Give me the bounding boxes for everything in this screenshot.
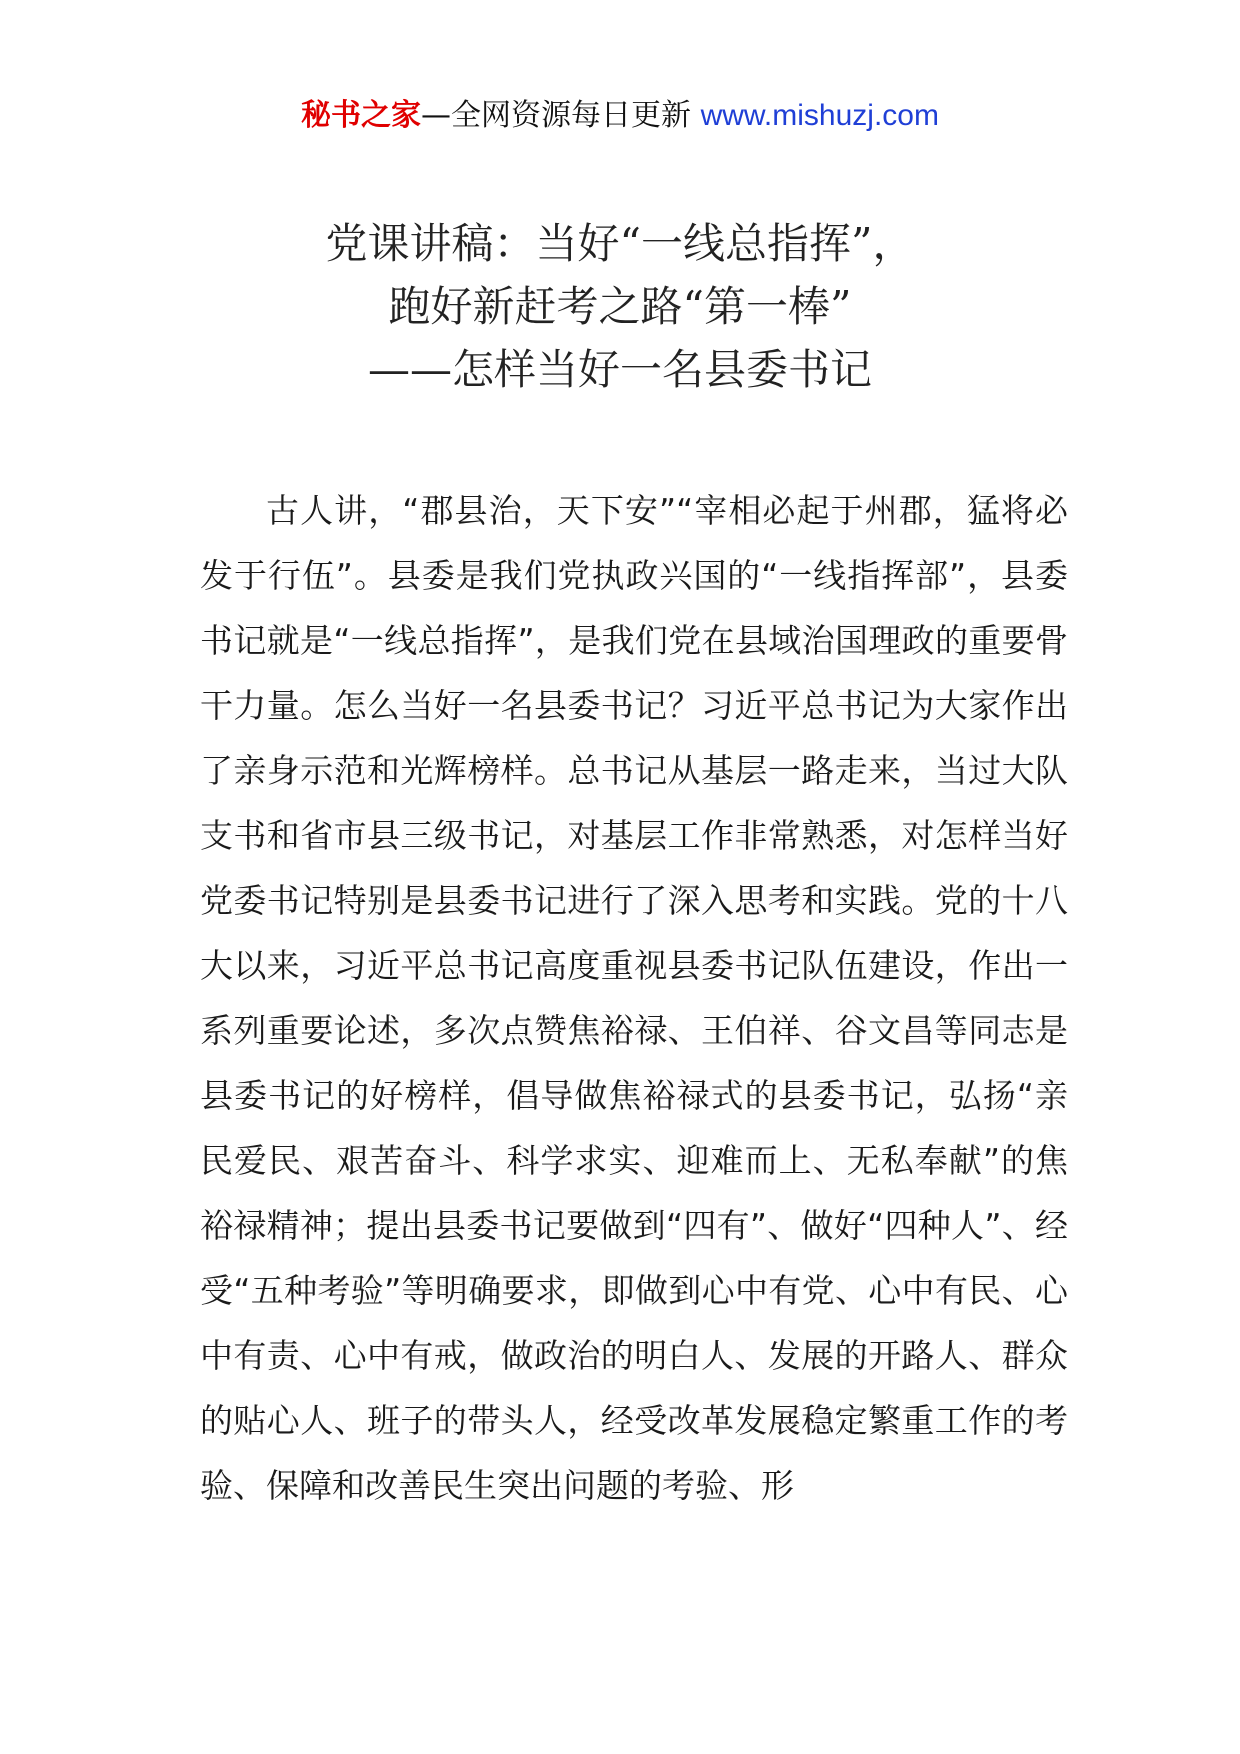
- title-line-1: 党课讲稿：当好“一线总指挥”，: [325, 219, 915, 268]
- site-url-link[interactable]: www.mishuzj.com: [700, 99, 939, 132]
- site-tagline: —全网资源每日更新: [421, 98, 701, 133]
- body-paragraph: 古人讲，“郡县治，天下安”“宰相必起于州郡，猛将必发于行伍”。县委是我们党执政兴国的“一线指挥部”，县委书记就是“一线总指挥”，是我们党在县域治国理政的重要骨干力量。怎么当好一名县委书记？习近平总书记为大家作出了亲身示范和光辉榜样。总书记从基层一路走来，当过大队支书和省市县三级书记，对基层工作非常熟悉，对怎样当好党委书记特别是县委书记进行了深入思考和实践。党的十八大以来，习近平总书记高度重视县委书记队伍建设，作出一系列重要论述，多次点赞焦裕禄、王伯祥、谷文昌等同志是县委书记的好榜样，倡导做焦裕禄式的县委书记，弘扬“亲民爱民、艰苦奋斗、科学求实、迎难而上、无私奉献”的焦裕禄精神；提出县委书记要做到“四有”、做好“四种人”、经受“五种考验”等明确要求，即做到心中有党、心中有民、心中有责、心中有戒，做政治的明白人、发展的开路人、群众的贴心人、班子的带头人，经受改革发展稳定繁重工作的考验、保障和改善民生突出问题的考验、形: [200, 491, 1068, 1505]
- title-line-2: 跑好新赶考之路“第一棒”: [388, 282, 852, 331]
- document-title: [0, 212, 1240, 401]
- site-header: [0, 96, 1240, 136]
- title-line-3: ——怎样当好一名县委书记: [367, 345, 872, 394]
- site-brand: 秘书之家: [301, 98, 422, 133]
